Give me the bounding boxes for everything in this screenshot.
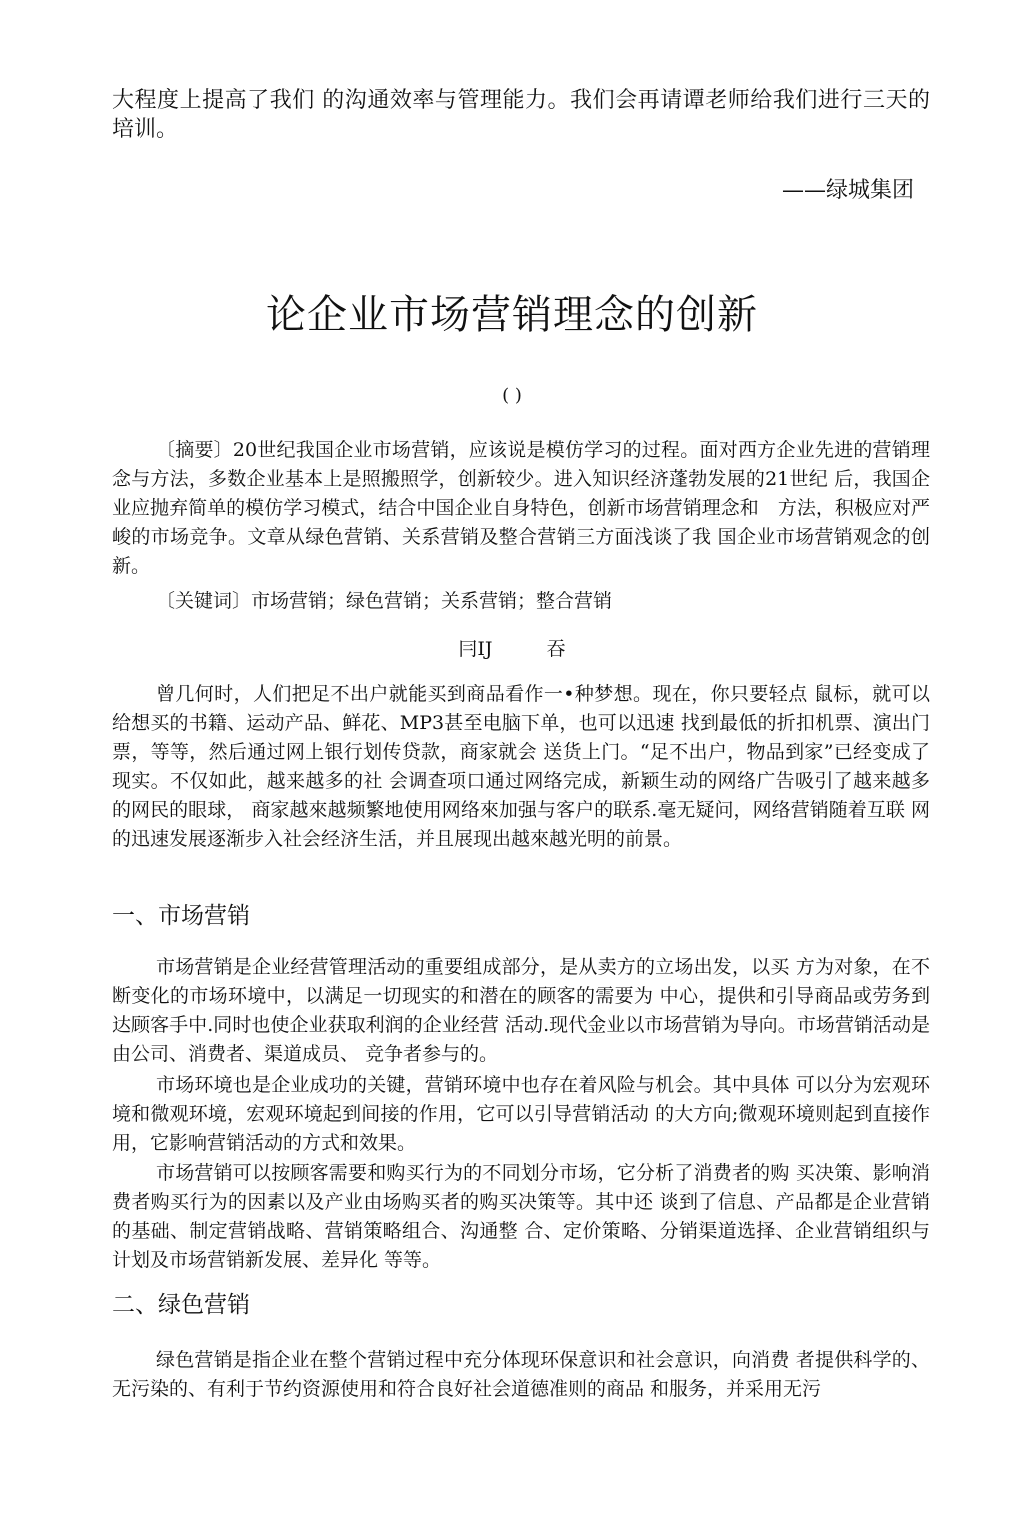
section-heading-marketing: 一、市场营销	[112, 903, 250, 929]
section-heading-green-marketing: 二、绿色营销	[112, 1292, 250, 1318]
page-title: 论企业市场营销理念的创新	[266, 292, 758, 338]
attribution: ——绿城集团	[781, 178, 914, 203]
section2-paragraph-1: 绿色营销是指企业在整个营销过程中充分体现环保意识和社会意识，向消费 者提供科学的、无污染的、有利于节约资源使用和符合良好社会道德准则的商品 和服务，并采用无污	[112, 1349, 930, 1400]
intro-paragraph: 曾几何时，人们把足不出户就能买到商品看作一•种梦想。现在，你只要轻点 鼠标，就可以给想买的书籍、运动产品、鲜花、MP3甚至电脑下单，也可以迅速 找到最低的折扣机票、演出门票，等等，然后通过网上银行划传贷款，商家就会 送货上门。“足不出户，物品到家”已经变成了现实。不仅如此，越来越多的社 会调查项口通过网络完成，新颖生动的网络广告吸引了越来越多的网民的眼球， 商家越來越频繁地使用网络來加强与客户的联系.毫无疑问，网络营销随着互联 网的迅速发展逐渐步入社会经济生活，并且展现出越來越光明的前景。	[112, 683, 930, 850]
author-line: ( )	[502, 385, 522, 406]
section1-paragraph-3: 市场营销可以按顾客需要和购买行为的不同划分市场，它分析了消费者的购 买决策、影响消费者购买行为的因素以及产业由场购买者的购买决策等。其中还 谈到了信息、产品都是企业营销的基础、制定营销战略、营销策略组合、沟通整 合、定价策略、分销渠道选择、企业营销组织与计划及市场营销新发展、差异化 等等。	[112, 1162, 930, 1271]
top-paragraph: 大程度上提高了我们 的沟通效率与管理能力。我们会再请谭老师给我们进行三天的培训。	[112, 88, 930, 142]
section1-paragraph-1: 市场营销是企业经营管理活动的重要组成部分，是从卖方的立场出发，以买 方为对象，在不断变化的市场环境中，以满足一切现实的和潜在的顾客的需要为 中心，提供和引导商品或劳务到达顾客手中.同时也使企业获取利润的企业经营 活动.现代金业以市场营销为导向。市场营销活动是由公司、消费者、渠道成员、 竞争者参与的。	[112, 956, 930, 1065]
keywords-line: 〔关键词〕市场营销；绿色营销；关系营销；整合营销	[156, 590, 613, 612]
abstract-paragraph: 〔摘要〕20世纪我国企业市场营销，应该说是模仿学习的过程。面对西方企业先进的营销理念与方法，多数企业基本上是照搬照学，创新较少。进入知识经济蓬勃发展的21世纪 后，我国企业应抛弃简单的模仿学习模式，结合中国企业自身特色，创新市场营销理念和 方法，积极应对严峻的市场竞争。文章从绿色营销、关系营销及整合营销三方面浅谈了我 国企业市场营销观念的创新。	[112, 439, 930, 577]
section1-paragraph-2: 市场环境也是企业成功的关键，营销环境中也存在着风险与机会。其中具体 可以分为宏观环境和微观环境，宏观环境起到间接的作用，它可以引导营销活动 的大方向;微观环境则起到直接作用，它影响营销活动的方式和效果。	[112, 1074, 930, 1154]
center-text-line: 冃IJ 吞	[458, 638, 566, 660]
